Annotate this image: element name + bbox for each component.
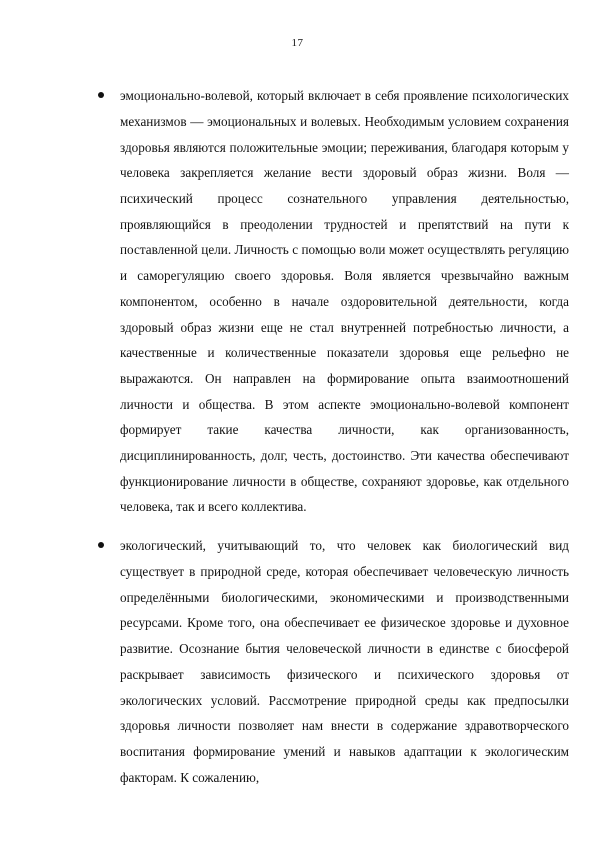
bullet-icon <box>98 92 104 98</box>
bullet-item-ecological <box>100 533 569 790</box>
page-number: 17 <box>291 37 304 49</box>
bullet-text: экологический, учитывающий то, что человек как биологический вид существует в природной среде, которая обеспечивает человеческую личность определёнными биологическими, экономическими и производственными ресурсами. Кроме того, она обеспечивает ее физическое здоровье и духовное развитие. Осознание бытия человеческой личности в единстве с биосферой раскрывает зависимость физического и психического здоровья от экологических условий. Рассмотрение природной среды как предпосылки здоровья личности позволяет нам внести в содержание здравотворческого воспитания формирование умений и навыков адаптации к экологическим факторам. К сожалению, <box>120 538 569 785</box>
bullet-item-emotional-volitional <box>100 83 569 520</box>
page-content <box>100 70 569 804</box>
bullet-icon <box>98 542 104 548</box>
bullet-text: эмоционально-волевой, который включает в себя проявление психологических механизмов — эмоциональных и волевых. Необходимым условием сохранения здоровья являются положительные эмоции; переживания, благодаря которым у человека закрепляется желание вести здоровый образ жизни. Воля — психический процесс сознательного управления деятельностью, проявляющийся в преодолении трудностей и препятствий на пути к поставленной цели. Личность с помощью воли может осуществлять регуляцию и саморегуляцию своего здоровья. Воля является чрезвычайно важным компонентом, особенно в начале оздоровительной деятельности, когда здоровый образ жизни еще не стал внутренней потребностью личности, а качественные и количественные показатели здоровья еще рельефно не выражаются. Он направлен на формирование опыта взаимоотношений личности и общества. В этом аспекте эмоционально-волевой компонент формирует такие качества личности, как организованность, дисциплинированность, долг, честь, достоинство. Эти качества обеспечивают функционирование личности в обществе, сохраняют здоровье, как отдельного человека, так и всего коллектива. <box>120 88 569 515</box>
